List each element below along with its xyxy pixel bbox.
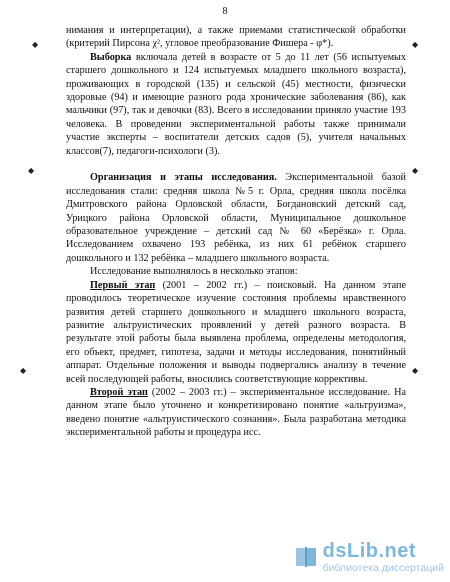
paragraph-first-stage: [66, 279, 406, 386]
watermark-site: dsLib.net: [322, 539, 417, 562]
organization-text: Экспериментальной базой исследования стали: средняя школа №5 г. Орла, средняя школа посёлка Дмитровского района Орловской области, Богдановский детский сад, Урицкого района Орловской области, Муниципальное дошкольное образовательное учреждение – детский сад № 60 «Берёзка» г. Орла. Исследованием охвачено 193 ребёнка, из них 61 ребёнок старшего дошкольного и 132 ребёнка – младшего школьного возраста.: [66, 172, 407, 264]
watermark: [293, 540, 444, 574]
second-stage-text: (2002 – 2003 гг.) – экспериментальное исследование. На данном этапе было уточнено и конкретизировано понятие «альтруизма», введено понятие «альтруистического сознания». Была разработана методика экспериментальной работы и процедура исс.: [66, 386, 406, 439]
book-logo-icon: [293, 544, 319, 570]
margin-mark: ◆: [32, 40, 39, 49]
first-stage-text: (2001 – 2002 гг.) – поисковый. На данном этапе проводилось теоретическое изучение состояния проблемы нравственного развития детей старшего дошкольного и младшего школьного возраста, развитие альтруистических проявлений у детей разного возраста. В результате этой работы была выявлена проблема, определены методология, его объект, предмет, гипотеза, задачи и методы исследования, понятийный аппарат. Отдельные положения и выводы подвергались анализу в течение всей последующей работы, вносились соответствующие коррективы.: [66, 279, 406, 385]
paragraph-organization: [66, 171, 406, 265]
margin-mark: ◆: [28, 166, 35, 175]
watermark-subtitle: библиотека диссертаций: [322, 561, 444, 574]
paragraph-second-stage: [66, 386, 406, 440]
paragraph-methods: нимания и интерпретации), а также приемами статистической обработки (критерий Пирсона χ², угловое преобразование Фишера - φ*).: [66, 25, 406, 50]
organization-heading: Организация и этапы исследования.: [90, 172, 277, 184]
margin-mark: ◆: [412, 40, 419, 49]
body-text: [66, 24, 406, 440]
margin-mark: ◆: [412, 166, 419, 175]
first-stage-heading: Первый этап: [90, 279, 156, 291]
watermark-logo: [293, 541, 444, 574]
page-number: 8: [222, 6, 228, 17]
margin-mark: ◆: [20, 366, 27, 375]
paragraph-sample: [66, 51, 406, 158]
margin-mark: ◆: [412, 366, 419, 375]
sample-text: включала детей в возрасте от 5 до 11 лет (56 испытуемых старшего дошкольного и 124 испытуемых младшего школьного возраста), проживающих в городской (135) и сельской (45) местности, физически здоровые (94) и имеющие разного рода хронические заболевания (86), как мальчики (97), так и девочки (83). Всего в исследовании приняло участие 193 человека. В проведении экспериментальной работы также принимали участие эксперты – воспитатели детских садов (5), учителя начальных классов(7), педагоги-психологи (3).: [66, 51, 406, 157]
sample-heading: Выборка: [90, 51, 132, 63]
second-stage-heading: Второй этап: [90, 386, 148, 398]
paragraph-stages-intro: Исследование выполнялось в несколько этапов:: [90, 266, 298, 278]
